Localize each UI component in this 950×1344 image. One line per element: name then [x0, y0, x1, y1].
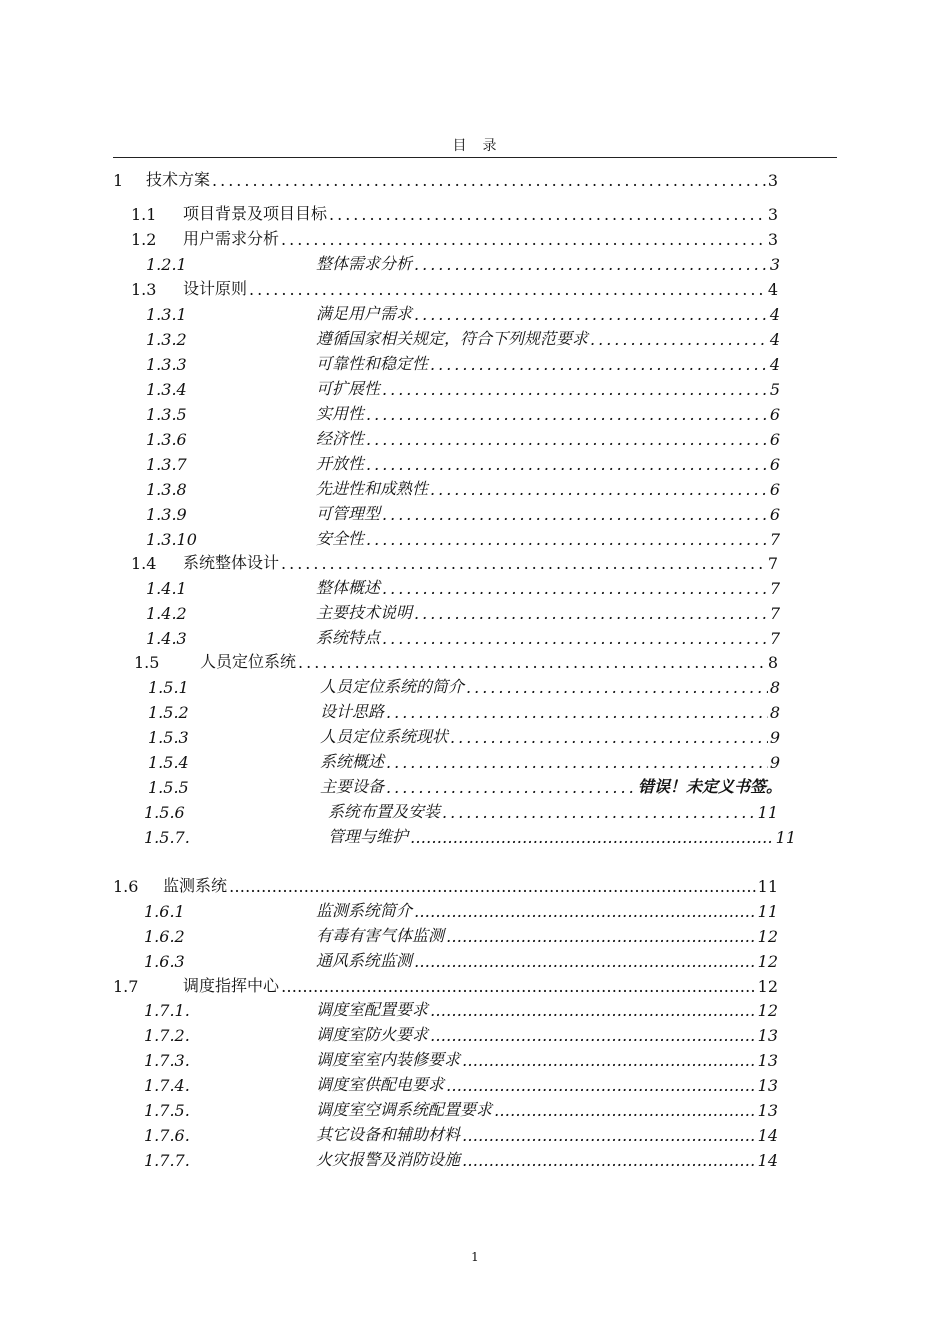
toc-entry[interactable] — [134, 648, 778, 672]
toc-dot-leader — [466, 678, 768, 697]
toc-entry-page: 7 — [769, 629, 780, 648]
toc-entry[interactable] — [148, 698, 780, 722]
toc-entry-number: 1.3.1 — [146, 305, 187, 324]
toc-entry-label: 系统特点 — [316, 628, 381, 647]
toc-title: 目 录 — [452, 138, 498, 154]
toc-entry[interactable] — [146, 475, 780, 499]
toc-entry-label: 监测系统简介 — [316, 901, 413, 920]
toc-entry[interactable] — [148, 723, 780, 747]
toc-entry[interactable] — [131, 225, 778, 249]
toc-entry-number: 1.4.2 — [146, 604, 187, 623]
toc-entry-page: 8 — [767, 653, 778, 672]
toc-dot-leader — [249, 280, 766, 299]
toc-entry-page: 3 — [767, 230, 778, 249]
toc-entry[interactable] — [144, 1146, 778, 1170]
toc-dot-leader — [386, 703, 768, 722]
toc-entry-label: 可扩展性 — [316, 379, 381, 398]
toc-entry[interactable] — [113, 972, 778, 996]
toc-entry[interactable] — [148, 748, 780, 772]
toc-entry-label: 人员定位系统的简介 — [320, 677, 465, 696]
toc-entry-number: 1.2 — [131, 230, 157, 249]
toc-entry-number: 1.5.2 — [148, 703, 189, 722]
toc-entry-label: 开放性 — [316, 454, 365, 473]
toc-entry[interactable] — [144, 922, 778, 946]
toc-entry-number: 1.3.8 — [146, 480, 187, 499]
toc-entry[interactable] — [131, 275, 778, 299]
toc-entry-label: 管理与维护 — [328, 827, 409, 846]
toc-entry-label: 调度指挥中心 — [183, 976, 280, 995]
toc-entry-label: 可靠性和稳定性 — [316, 354, 429, 373]
toc-entry-label: 主要设备 — [320, 777, 385, 796]
toc-dot-leader — [298, 653, 766, 672]
toc-entry-number: 1.3.10 — [146, 530, 197, 549]
toc-entry-number: 1.3.7 — [146, 455, 187, 474]
toc-entry-page: 4 — [769, 355, 780, 374]
toc-entry-page: 14 — [757, 1151, 778, 1170]
toc-entry-page: 6 — [769, 480, 780, 499]
toc-entry[interactable] — [146, 375, 780, 399]
toc-entry-label: 经济性 — [316, 429, 365, 448]
toc-entry-label: 监测系统 — [163, 876, 228, 895]
toc-entry-label: 调度室配置要求 — [316, 1000, 429, 1019]
toc-entry-page: 12 — [757, 927, 778, 946]
toc-entry-page: 7 — [769, 579, 780, 598]
toc-entry-label: 设计原则 — [183, 279, 248, 298]
toc-entry[interactable] — [144, 1046, 778, 1070]
toc-entry-label: 有毒有害气体监测 — [316, 926, 445, 945]
toc-entry-label: 系统布置及安装 — [328, 802, 441, 821]
toc-entry[interactable] — [144, 996, 778, 1020]
toc-entry-number: 1.4.3 — [146, 629, 187, 648]
toc-entry-page: 4 — [769, 305, 780, 324]
toc-entry[interactable] — [146, 350, 780, 374]
toc-dot-leader — [382, 579, 768, 598]
toc-dot-leader — [281, 554, 766, 573]
toc-entry-label: 系统概述 — [320, 752, 385, 771]
toc-dot-leader — [382, 380, 768, 399]
toc-dot-leader — [414, 305, 768, 324]
toc-entry-number: 1.3.5 — [146, 405, 187, 424]
toc-entry-page: 9 — [769, 728, 780, 747]
toc-dot-leader — [442, 803, 756, 822]
toc-dot-leader — [212, 171, 766, 190]
toc-entry-label: 安全性 — [316, 529, 365, 548]
toc-entry-number: 1.3.4 — [146, 380, 187, 399]
toc-dot-leader — [382, 505, 768, 524]
toc-entry[interactable] — [144, 897, 778, 921]
toc-entry[interactable] — [144, 1096, 778, 1120]
toc-entry-label: 设计思路 — [320, 702, 385, 721]
toc-dot-leader — [450, 728, 768, 747]
toc-dot-leader — [414, 255, 768, 274]
toc-dot-leader — [414, 902, 756, 921]
toc-entry-number: 1.5.1 — [148, 678, 189, 697]
toc-dot-leader — [366, 455, 768, 474]
toc-entry-page: 8 — [769, 703, 780, 722]
toc-dot-leader — [446, 927, 756, 946]
toc-entry-page: 11 — [757, 803, 778, 822]
toc-entry[interactable] — [148, 773, 782, 797]
toc-entry-label: 人员定位系统现状 — [320, 727, 449, 746]
toc-dot-leader — [329, 205, 766, 224]
toc-entry-page: 6 — [769, 455, 780, 474]
toc-dot-leader — [430, 1001, 756, 1020]
toc-entry-page: 13 — [757, 1026, 778, 1045]
toc-dot-leader — [229, 877, 756, 896]
toc-dot-leader — [494, 1101, 756, 1120]
toc-entry-label: 调度室供配电要求 — [316, 1075, 445, 1094]
toc-entry-page: 6 — [769, 405, 780, 424]
toc-entry-number: 1.7.2. — [144, 1026, 190, 1045]
toc-entry-page: 12 — [757, 1001, 778, 1020]
toc-dot-leader — [414, 604, 768, 623]
toc-entry-number: 1.7.3. — [144, 1051, 190, 1070]
toc-entry-page: 7 — [769, 604, 780, 623]
toc-entry-page: 6 — [769, 505, 780, 524]
toc-entry-number: 1 — [113, 171, 124, 190]
toc-entry-page: 12 — [757, 977, 778, 996]
toc-entry-page: 4 — [767, 280, 778, 299]
toc-entry-number: 1.6 — [113, 877, 139, 896]
toc-dot-leader — [366, 530, 768, 549]
toc-entry-page: 3 — [769, 255, 780, 274]
toc-entry-label: 调度室防火要求 — [316, 1025, 429, 1044]
toc-entry-number: 1.7 — [113, 977, 139, 996]
toc-entry[interactable] — [148, 673, 780, 697]
toc-entry-page: 5 — [769, 380, 780, 399]
toc-dot-leader — [281, 977, 756, 996]
page-number: 1 — [471, 1250, 479, 1264]
toc-entry-page: 3 — [767, 171, 778, 190]
toc-dot-leader — [430, 1026, 756, 1045]
toc-entry-label: 通风系统监测 — [316, 951, 413, 970]
toc-entry[interactable] — [131, 549, 778, 573]
toc-entry-number: 1.5.6 — [144, 803, 185, 822]
toc-entry-label: 火灾报警及消防设施 — [316, 1150, 461, 1169]
toc-dot-leader — [281, 230, 766, 249]
toc-entry[interactable] — [146, 574, 780, 598]
toc-entry-page: 11 — [757, 902, 778, 921]
toc-entry[interactable] — [146, 599, 780, 623]
toc-entry-number: 1.3.2 — [146, 330, 187, 349]
toc-entry-number: 1.3.6 — [146, 430, 187, 449]
toc-entry-page: 13 — [757, 1076, 778, 1095]
toc-entry-number: 1.5 — [134, 653, 160, 672]
toc-entry[interactable] — [146, 450, 780, 474]
toc-entry-page: 4 — [769, 330, 780, 349]
toc-dot-leader — [386, 778, 636, 797]
toc-entry-page: 13 — [757, 1051, 778, 1070]
toc-entry[interactable] — [144, 1071, 778, 1095]
toc-entry[interactable] — [113, 872, 778, 896]
toc-entry-label: 整体需求分析 — [316, 254, 413, 273]
title-underline — [113, 157, 837, 158]
toc-entry-number: 1.7.1. — [144, 1001, 190, 1020]
toc-entry-number: 1.3.3 — [146, 355, 187, 374]
toc-entry-number: 1.4.1 — [146, 579, 187, 598]
toc-entry-label: 用户需求分析 — [183, 229, 280, 248]
toc-entry-page: 3 — [767, 205, 778, 224]
toc-entry[interactable] — [144, 798, 778, 822]
toc-dot-leader — [590, 330, 768, 349]
toc-dot-leader — [386, 753, 768, 772]
toc-entry-page: 11 — [757, 877, 778, 896]
toc-entry[interactable] — [146, 525, 780, 549]
toc-entry-number: 1.5.3 — [148, 728, 189, 747]
toc-entry-label: 调度室室内装修要求 — [316, 1050, 461, 1069]
toc-dot-leader — [366, 405, 768, 424]
toc-entry[interactable] — [113, 166, 778, 190]
toc-entry[interactable] — [144, 823, 796, 847]
toc-entry-page: 7 — [769, 530, 780, 549]
toc-entry-label: 可管理型 — [316, 504, 381, 523]
toc-entry[interactable] — [144, 947, 778, 971]
toc-entry[interactable] — [146, 624, 780, 648]
toc-entry-number: 1.6.2 — [144, 927, 185, 946]
toc-entry[interactable] — [146, 250, 780, 274]
toc-entry-number: 1.7.6. — [144, 1126, 190, 1145]
toc-dot-leader — [382, 629, 768, 648]
toc-entry-number: 1.7.7. — [144, 1151, 190, 1170]
toc-entry-label: 满足用户需求 — [316, 304, 413, 323]
toc-entry-page: 7 — [767, 554, 778, 573]
toc-entry-label: 遵循国家相关规定，符合下列规范要求 — [316, 329, 589, 348]
toc-entry-page: 11 — [775, 828, 796, 847]
toc-entry-number: 1.2.1 — [146, 255, 187, 274]
toc-entry[interactable] — [131, 200, 778, 224]
toc-entry-error: 错误！未定义书签。 — [637, 777, 782, 796]
toc-entry-page: 6 — [769, 430, 780, 449]
toc-entry-page: 14 — [757, 1126, 778, 1145]
toc-dot-leader — [410, 828, 774, 847]
toc-entry-label: 项目背景及项目目标 — [183, 204, 328, 223]
toc-entry-number: 1.7.4. — [144, 1076, 190, 1095]
toc-dot-leader — [414, 952, 756, 971]
toc-entry-number: 1.4 — [131, 554, 157, 573]
toc-entry-number: 1.3 — [131, 280, 157, 299]
toc-entry-label: 整体概述 — [316, 578, 381, 597]
toc-entry-label: 调度室空调系统配置要求 — [316, 1100, 493, 1119]
toc-entry-page: 13 — [757, 1101, 778, 1120]
toc-dot-leader — [430, 480, 768, 499]
toc-entry-page: 9 — [769, 753, 780, 772]
toc-dot-leader — [462, 1051, 756, 1070]
toc-dot-leader — [430, 355, 768, 374]
toc-dot-leader — [366, 430, 768, 449]
toc-entry-number: 1.5.7. — [144, 828, 190, 847]
toc-entry-page: 12 — [757, 952, 778, 971]
toc-entry[interactable] — [146, 325, 780, 349]
toc-entry-number: 1.3.9 — [146, 505, 187, 524]
toc-entry[interactable] — [144, 1121, 778, 1145]
toc-entry-label: 人员定位系统 — [200, 652, 297, 671]
toc-entry-label: 先进性和成熟性 — [316, 479, 429, 498]
toc-entry-number: 1.6.1 — [144, 902, 185, 921]
toc-entry-label: 实用性 — [316, 404, 365, 423]
toc-dot-leader — [462, 1126, 756, 1145]
toc-entry-number: 1.6.3 — [144, 952, 185, 971]
toc-entry-number: 1.5.4 — [148, 753, 189, 772]
toc-entry-label: 技术方案 — [146, 170, 211, 189]
toc-entry-number: 1.7.5. — [144, 1101, 190, 1120]
toc-dot-leader — [462, 1151, 756, 1170]
toc-entry[interactable] — [146, 400, 780, 424]
toc-entry-number: 1.5.5 — [148, 778, 189, 797]
toc-entry[interactable] — [146, 425, 780, 449]
toc-entry-label: 系统整体设计 — [183, 553, 280, 572]
toc-entry[interactable] — [146, 500, 780, 524]
toc-entry-number: 1.1 — [131, 205, 157, 224]
toc-entry[interactable] — [144, 1021, 778, 1045]
toc-dot-leader — [446, 1076, 756, 1095]
toc-entry-label: 其它设备和辅助材料 — [316, 1125, 461, 1144]
toc-entry-label: 主要技术说明 — [316, 603, 413, 622]
toc-entry-page: 8 — [769, 678, 780, 697]
toc-entry[interactable] — [146, 300, 780, 324]
